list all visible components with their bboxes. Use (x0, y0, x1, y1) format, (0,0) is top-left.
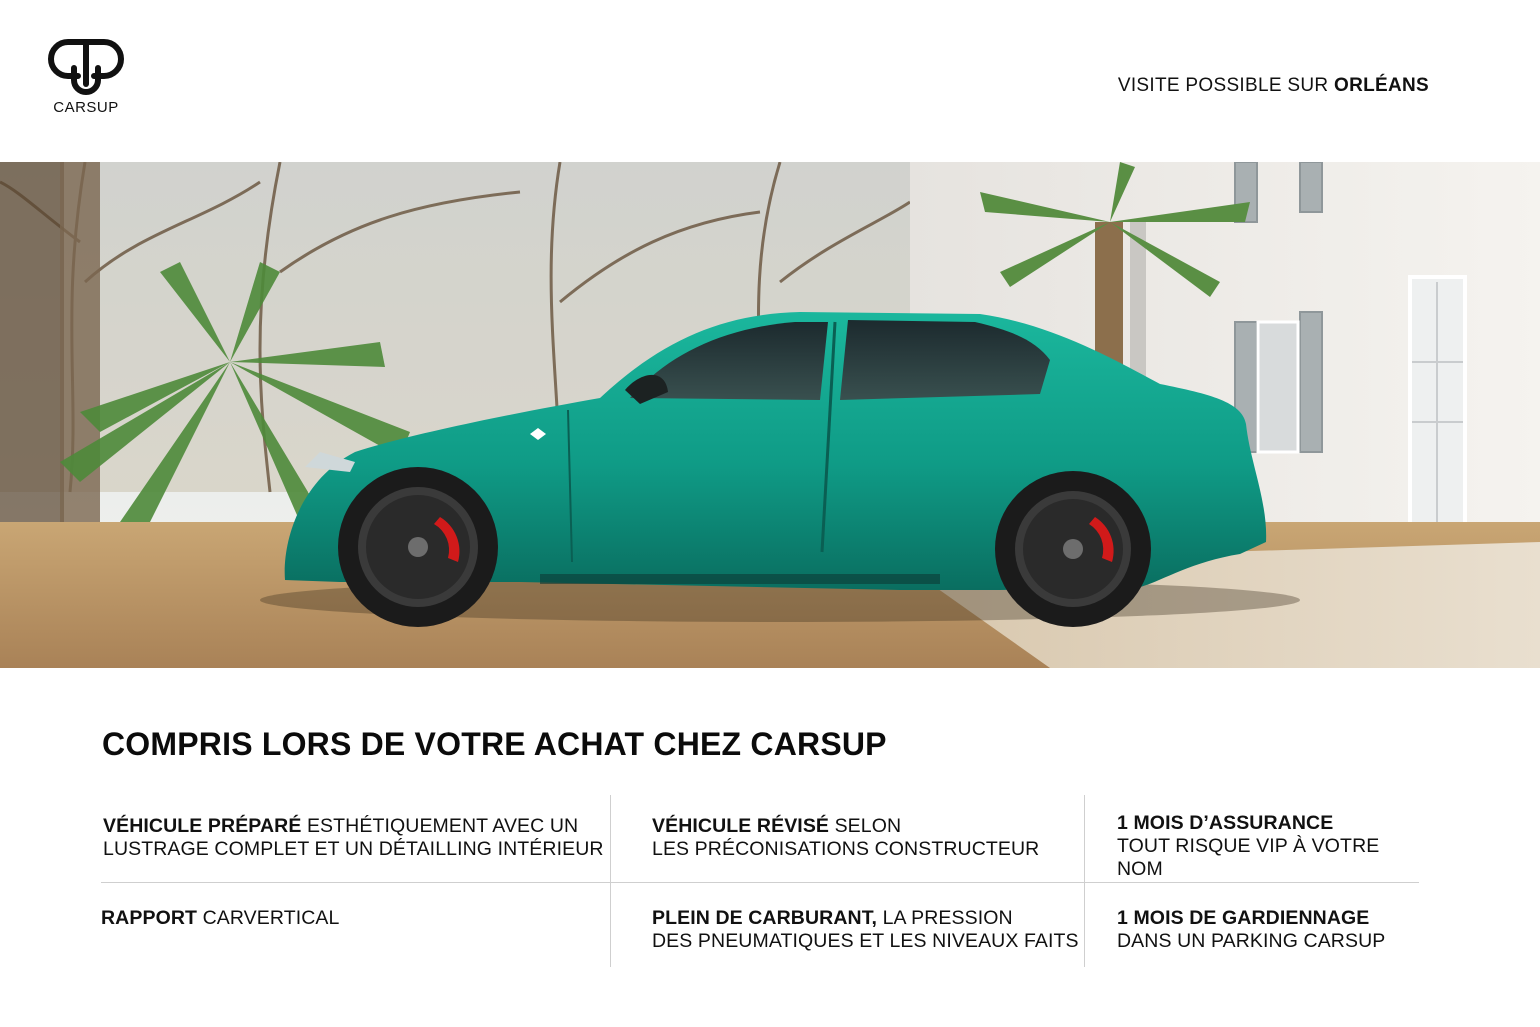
hero-car-photo (0, 162, 1540, 668)
item-line2: DANS UN PARKING CARSUP (1117, 930, 1386, 952)
visit-city: ORLÉANS (1334, 75, 1429, 96)
item-bold: 1 MOIS DE GARDIENNAGE (1117, 907, 1370, 929)
item-line2: TOUT RISQUE VIP À VOTRE NOM (1117, 835, 1380, 880)
item-line2: DES PNEUMATIQUES ET LES NIVEAUX FAITS (652, 930, 1079, 952)
included-item-fuel (652, 907, 1079, 953)
logo-wordmark: CARSUP (53, 99, 119, 116)
item-bold: 1 MOIS D’ASSURANCE (1117, 812, 1334, 834)
included-title: COMPRIS LORS DE VOTRE ACHAT CHEZ CARSUP (102, 726, 887, 762)
item-line2: LES PRÉCONISATIONS CONSTRUCTEUR (652, 838, 1040, 860)
included-item-insurance (1117, 812, 1419, 881)
visit-prefix: VISITE POSSIBLE SUR (1117, 75, 1329, 96)
grid-divider-vertical-2 (1084, 795, 1085, 967)
grid-divider-horizontal (101, 882, 1419, 883)
included-item-revision (652, 815, 1039, 861)
item-rest: ESTHÉTIQUEMENT AVEC UN (301, 815, 579, 837)
item-bold: RAPPORT (101, 907, 198, 929)
included-item-report (101, 907, 340, 930)
item-rest: SELON (829, 815, 902, 837)
item-rest: CARVERTICAL (197, 907, 340, 929)
included-grid (101, 795, 1419, 967)
item-bold: VÉHICULE PRÉPARÉ (103, 815, 302, 837)
item-rest: LA PRESSION (877, 907, 1013, 929)
included-item-storage (1117, 907, 1385, 953)
carsup-logo[interactable] (44, 38, 128, 118)
item-bold: PLEIN DE CARBURANT, (652, 907, 878, 929)
item-line2: LUSTRAGE COMPLET ET UN DÉTAILLING INTÉRIEUR (103, 838, 604, 860)
included-item-preparation (103, 815, 604, 861)
carsup-logo-mark-icon (46, 38, 126, 98)
grid-divider-vertical-1 (610, 795, 611, 967)
item-bold: VÉHICULE RÉVISÉ (652, 815, 830, 837)
car-photo-illustration (0, 162, 1540, 668)
visit-location (1118, 75, 1429, 97)
